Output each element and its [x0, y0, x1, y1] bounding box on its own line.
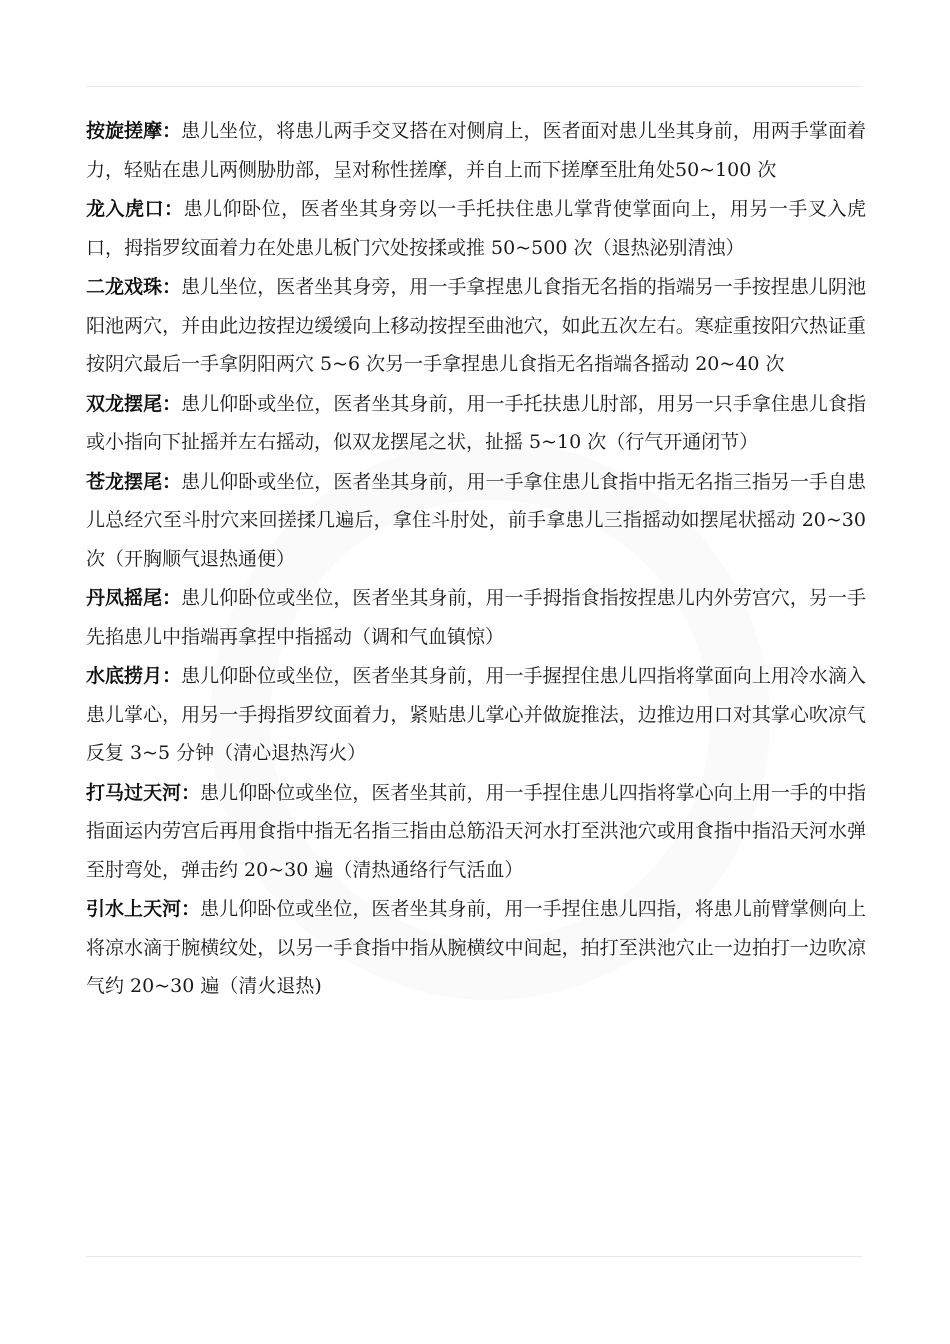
entry-term: 二龙戏珠： [86, 276, 182, 298]
header-rule [86, 86, 862, 87]
document-body [86, 112, 866, 1007]
entry-anxuancuomo [86, 112, 866, 189]
entry-body: 患儿仰卧或坐位，医者坐其身前，用一手托扶患儿肘部，用另一只手拿住患儿食指或小指向下扯摇并左右摇动，似双龙摆尾之状，扯摇 5~10 次（行气开通闭节） [86, 392, 866, 453]
entry-body: 患儿仰卧位或坐位，医者坐其身前，用一手捏住患儿四指，将患儿前臂掌侧向上将凉水滴于腕横纹处，以另一手食指中指从腕横纹中间起，拍打至洪池穴止一边拍打一边吹凉气约 20~30 遍（清火退热) [86, 898, 866, 997]
entry-shuidilaoyue [86, 657, 866, 773]
entry-term: 双龙摆尾： [86, 392, 182, 415]
entry-term: 龙入虎口： [86, 198, 184, 220]
entry-body: 患儿坐位，医者坐其身旁，用一手拿捏患儿食指无名指的指端另一手按捏患儿阴池阳池两穴，并由此边按捏边缓缓向上移动按捏至曲池穴，如此五次左右。寒症重按阳穴热证重按阴穴最后一手拿阴阳两穴 5~6 次另一手拿捏患儿食指无名指端各摇动 20~40 次 [86, 276, 866, 375]
entry-body: 患儿仰卧位或坐位，医者坐其身前，用一手拇指食指按捏患儿内外劳宫穴，另一手先掐患儿中指端再拿捏中指摇动（调和气血镇惊） [86, 587, 866, 648]
entry-damaguotianhe [86, 774, 866, 890]
entry-body: 患儿仰卧位或坐位，医者坐其身前，用一手握捏住患儿四指将掌面向上用冷水滴入患儿掌心，用另一手拇指罗纹面着力，紧贴患儿掌心并做旋推法，边推边用口对其掌心吹凉气反复 3~5 分钟（清心退热泻火） [86, 665, 866, 764]
entry-term: 引水上天河： [86, 898, 201, 920]
entry-term: 打马过天河： [86, 781, 201, 804]
footer-rule [86, 1256, 862, 1257]
entry-term: 苍龙摆尾： [86, 470, 182, 493]
entry-erlongxizhu [86, 268, 866, 384]
entry-term: 水底捞月： [86, 665, 182, 687]
entry-body: 患儿仰卧或坐位，医者坐其身前，用一手拿住患儿食指中指无名指三指另一手自患儿总经穴至斗肘穴来回搓揉几遍后，拿住斗肘处，前手拿患儿三指摇动如摆尾状摇动 20~30 次（开胸顺气退热通便） [86, 470, 866, 570]
entry-canglongbaiwei [86, 463, 866, 579]
entry-term: 按旋搓摩： [86, 120, 182, 142]
entry-body: 患儿坐位，将患儿两手交叉搭在对侧肩上，医者面对患儿坐其身前，用两手掌面着力，轻贴在患儿两侧胁肋部，呈对称性搓摩，并自上而下搓摩至肚角处50~100 次 [86, 120, 866, 181]
entry-term: 丹凤摇尾： [86, 587, 182, 609]
entry-body: 患儿仰卧位，医者坐其身旁以一手托扶住患儿掌背使掌面向上，用另一手叉入虎口，拇指罗纹面着力在处患儿板门穴处按揉或推 50~500 次（退热泌别清浊） [86, 198, 866, 259]
entry-yinshuishangtianhe [86, 890, 866, 1006]
entry-shuanglongbaiwei [86, 385, 866, 462]
entry-danfengyaowei [86, 579, 866, 656]
entry-longruhukou [86, 190, 866, 267]
entry-body: 患儿仰卧位或坐位，医者坐其前，用一手捏住患儿四指将掌心向上用一手的中指指面运内劳宫后再用食指中指无名指三指由总筋沿天河水打至洪池穴或用食指中指沿天河水弹至肘弯处，弹击约 20~30 遍（清热通络行气活血） [86, 781, 866, 881]
